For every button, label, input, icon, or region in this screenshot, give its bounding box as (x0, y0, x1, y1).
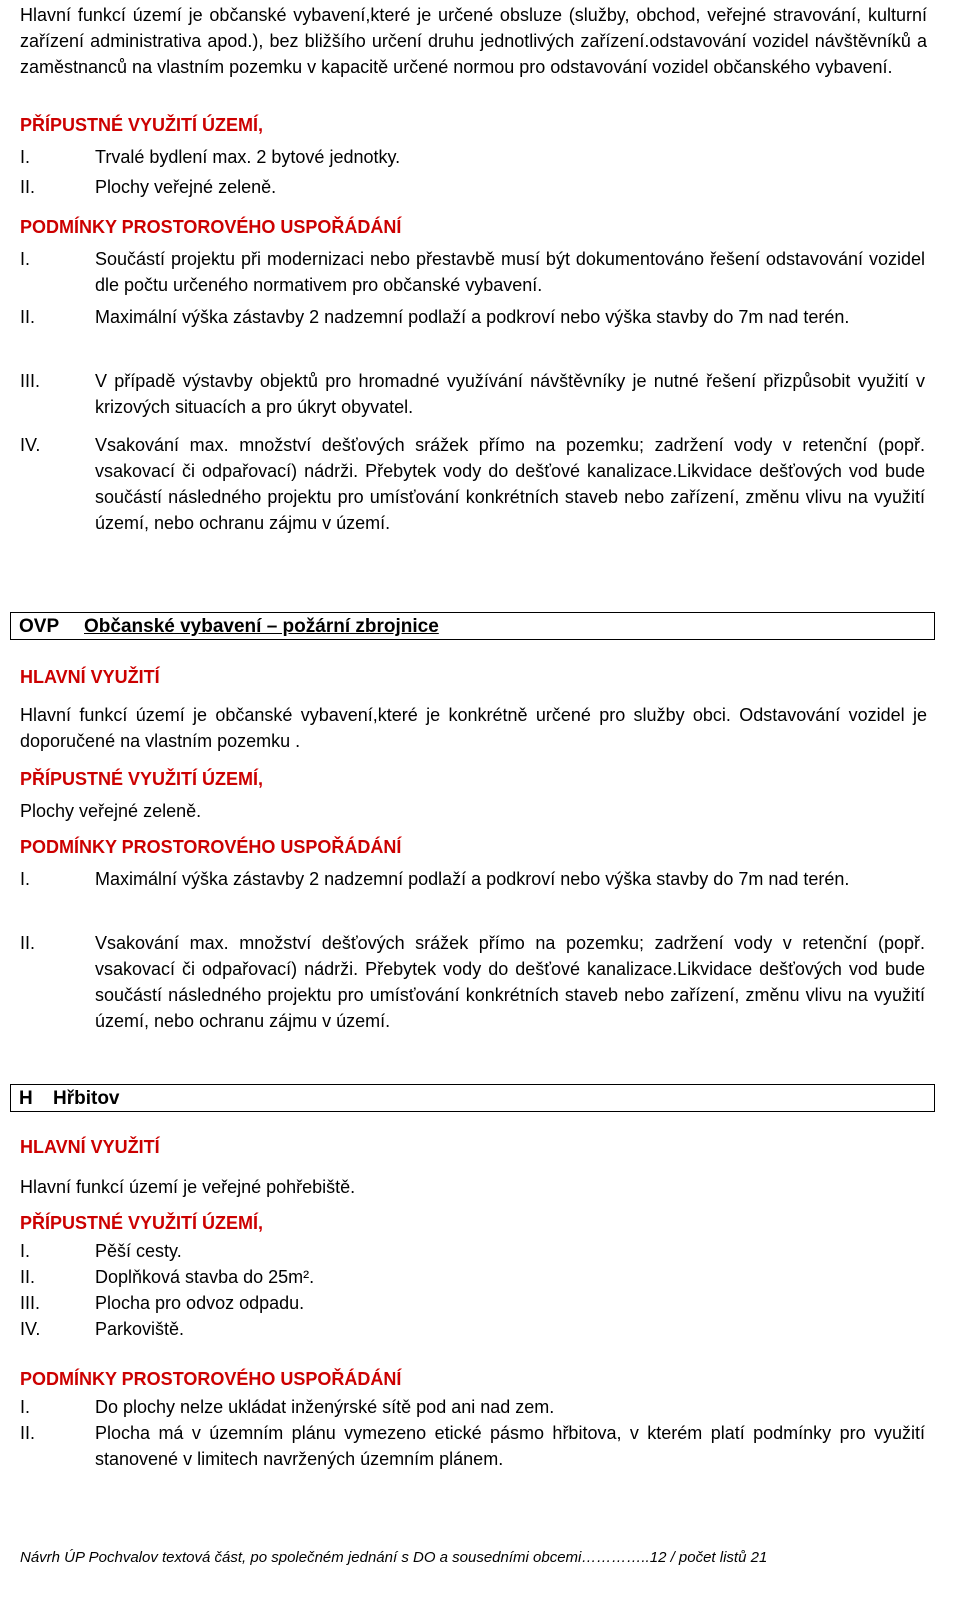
item-number: III. (20, 371, 41, 391)
s2-hlavni-heading: HLAVNÍ VYUŽITÍ (20, 667, 160, 687)
item-text: Plocha má v územním plánu vymezeno etické pásmo hřbitova, v kterém platí podmínky pro využití stanovené v limitech navržených územním plánem. (95, 1423, 925, 1469)
section-code: OVP (19, 616, 60, 637)
item-number: I. (20, 1397, 31, 1417)
section-header-h (10, 1084, 935, 1112)
s2-hlavni-text: Hlavní funkcí území je občanské vybavení,které je konkrétně určené pro služby obci. Odstavování vozidel je doporučené na vlastním pozemku . (20, 705, 927, 751)
item-text: Pěší cesty. (95, 1241, 182, 1261)
s2-podminky-heading: PODMÍNKY PROSTOROVÉHO USPOŘÁDÁNÍ (20, 837, 402, 857)
item-number: II. (20, 1423, 36, 1443)
s3-hlavni-text: Hlavní funkcí území je veřejné pohřebiště. (20, 1177, 356, 1197)
item-number: III. (20, 1293, 41, 1313)
section-header-ovp (10, 612, 935, 640)
item-number: II. (20, 307, 36, 327)
item-text: Maximální výška zástavby 2 nadzemní podlaží a podkroví nebo výška stavby do 7m nad terén. (95, 307, 850, 327)
item-text: Doplňková stavba do 25m². (95, 1267, 315, 1287)
s1-podminky-heading: PODMÍNKY PROSTOROVÉHO USPOŘÁDÁNÍ (20, 217, 402, 237)
item-text: Trvalé bydlení max. 2 bytové jednotky. (95, 147, 401, 167)
item-text: Parkoviště. (95, 1319, 185, 1339)
s2-pripustne-heading: PŘÍPUSTNÉ VYUŽITÍ ÚZEMÍ, (20, 769, 264, 789)
item-text: Plochy veřejné zeleně. (95, 177, 277, 197)
item-number: II. (20, 1267, 36, 1287)
page-footer: Návrh ÚP Pochvalov textová část, po společném jednání s DO a sousedními obcemi…………..12 / počet listů 21 (20, 1549, 768, 1566)
s3-hlavni-heading: HLAVNÍ VYUŽITÍ (20, 1137, 160, 1157)
s1-pripustne-heading: PŘÍPUSTNÉ VYUŽITÍ ÚZEMÍ, (20, 115, 264, 135)
s2-pripustne-text: Plochy veřejné zeleně. (20, 801, 202, 821)
item-text: Plocha pro odvoz odpadu. (95, 1293, 305, 1313)
intro-paragraph: Hlavní funkcí území je občanské vybavení,které je určené obsluze (služby, obchod, veřejné stravování, kulturní zařízení administrativa apod.), bez bližšího určení druhu jednotlivých zařízení.odstavování vozidel návštěvníků a zaměstnanců na vlastním pozemku v kapacitě určené normou pro odstavování vozidel občanského vybavení. (20, 5, 927, 77)
item-number: I. (20, 1241, 31, 1261)
s3-podminky-heading: PODMÍNKY PROSTOROVÉHO USPOŘÁDÁNÍ (20, 1369, 402, 1389)
item-number: II. (20, 177, 36, 197)
section-title: Hřbitov (53, 1088, 120, 1109)
item-text: Součástí projektu při modernizaci nebo přestavbě musí být dokumentováno řešení odstavování vozidel dle počtu určeného normativem pro občanské vybavení. (95, 249, 925, 295)
item-text: Vsakování max. množství dešťových srážek přímo na pozemku; zadržení vody v retenční (popř. vsakovací či odpařovací) nádrži. Přebytek vody do dešťové kanalizace.Likvidace dešťových vod bude součástí následného projektu pro umísťování konkrétních staveb nebo zařízení, změnu vlivu na využití území, nebo ochranu zájmu v území. (95, 435, 925, 533)
section-title: Občanské vybavení – požární zbrojnice (84, 616, 439, 637)
item-number: IV. (20, 435, 41, 455)
item-text: Do plochy nelze ukládat inženýrské sítě pod ani nad zem. (95, 1397, 555, 1417)
item-text: Maximální výška zástavby 2 nadzemní podlaží a podkroví nebo výška stavby do 7m nad terén. (95, 869, 850, 889)
item-number: I. (20, 869, 31, 889)
item-number: I. (20, 249, 31, 269)
item-text: Vsakování max. množství dešťových srážek přímo na pozemku; zadržení vody v retenční (popř. vsakovací či odpařovací) nádrži. Přebytek vody do dešťové kanalizace.Likvidace dešťových vod bude součástí následného projektu pro umísťování konkrétních staveb nebo zařízení, změnu vlivu na využití území, nebo ochranu zájmu v území. (95, 933, 925, 1031)
item-number: II. (20, 933, 36, 953)
section-code: H (19, 1088, 33, 1109)
item-number: I. (20, 147, 31, 167)
item-number: IV. (20, 1319, 41, 1339)
s3-pripustne-heading: PŘÍPUSTNÉ VYUŽITÍ ÚZEMÍ, (20, 1213, 264, 1233)
item-text: V případě výstavby objektů pro hromadné využívání návštěvníky je nutné řešení přizpůsobit využití v krizových situacích a pro úkryt obyvatel. (95, 371, 925, 417)
